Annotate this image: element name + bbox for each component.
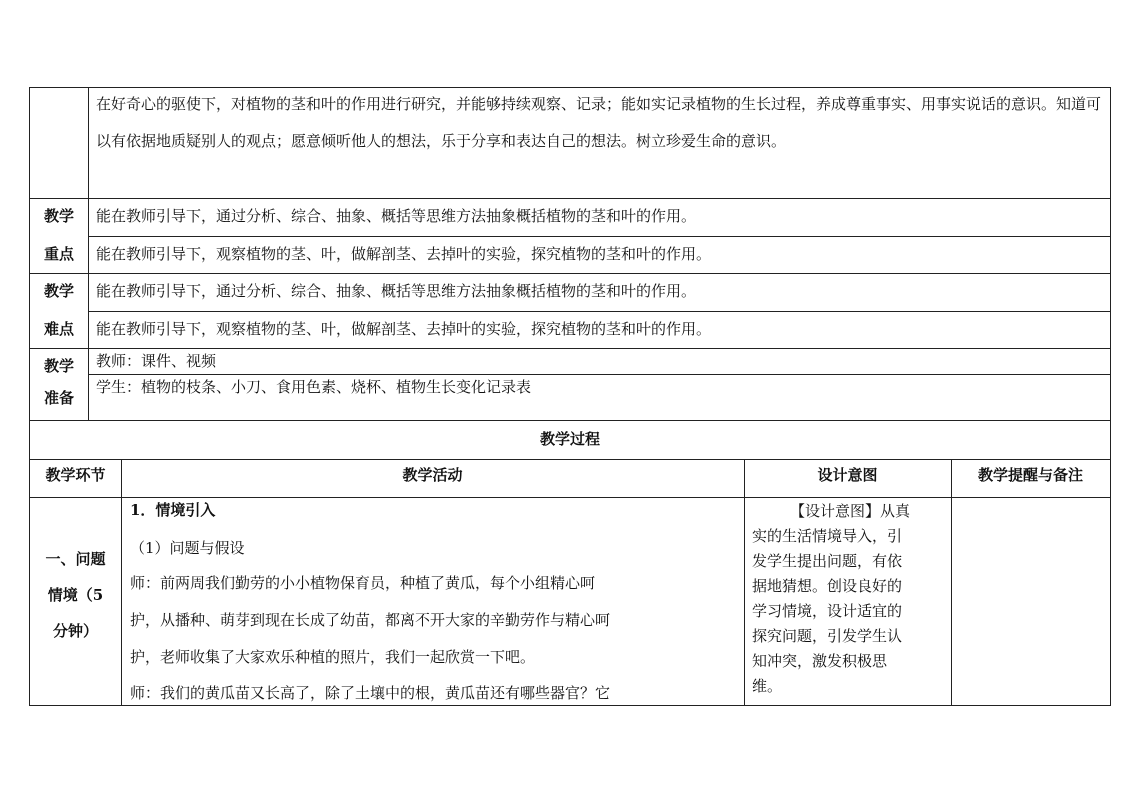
header-notes: 教学提醒与备注 xyxy=(977,466,1083,484)
activity-line: 师：前两周我们勤劳的小小植物保育员，种植了黄瓜，每个小组精心呵 xyxy=(130,574,596,592)
activity-line: 护，从播种、萌芽到现在长成了幼苗，都离不开大家的辛勤劳作与精心呵 xyxy=(130,611,611,629)
activity-line: 师：我们的黄瓜苗又长高了，除了土壤中的根，黄瓜苗还有哪些器官？它 xyxy=(130,684,611,702)
divider xyxy=(951,459,952,705)
header-intent: 设计意图 xyxy=(817,466,878,484)
activity-line: （1）问题与假设 xyxy=(130,539,245,557)
divider xyxy=(88,88,89,420)
process-table xyxy=(29,421,1111,706)
key-points-label-1: 教学 xyxy=(43,207,74,225)
stage-1-line-3: 分钟） xyxy=(52,622,98,640)
intent-line: 学习情境，设计适宜的 xyxy=(752,602,903,620)
difficulty-2: 能在教师引导下，观察植物的茎、叶，做解剖茎、去掉叶的实验，探究植物的茎和叶的作用。 xyxy=(96,320,712,338)
intent-line: 发学生提出问题，有依 xyxy=(752,552,903,570)
header-activity: 教学活动 xyxy=(402,466,463,484)
key-point-1: 能在教师引导下，通过分析、综合、抽象、概括等思维方法抽象概括植物的茎和叶的作用。 xyxy=(96,207,697,225)
intent-line: 知冲突，激发积极思 xyxy=(752,652,888,670)
activity-line: 1．情境引入 xyxy=(130,501,216,519)
intent-line: 【设计意图】从真 xyxy=(790,502,911,520)
difficulty-1: 能在教师引导下，通过分析、综合、抽象、概括等思维方法抽象概括植物的茎和叶的作用。 xyxy=(96,282,697,300)
stage-1-line-1: 一、问题 xyxy=(45,550,106,568)
objectives-text: 在好奇心的驱使下，对植物的茎和叶的作用进行研究，并能够持续观察、记录；能如实记录植物的生长过程，养成尊重事实、用事实说话的意识。知道可以有依据地质疑别人的观点；愿意倾听他人的想法，乐于分享和表达自己的想法。树立珍爱生命的意识。 xyxy=(96,95,1102,150)
preparation-teacher: 教师：课件、视频 xyxy=(96,352,217,370)
stage-1-line-2: 情境（5 xyxy=(47,586,104,604)
activity-line: 护，老师收集了大家欢乐种植的照片，我们一起欣赏一下吧。 xyxy=(130,648,536,666)
preparation-label-2: 准备 xyxy=(43,389,74,407)
preparation-label-1: 教学 xyxy=(43,357,74,375)
intent-line: 据地猜想。创设良好的 xyxy=(752,577,903,595)
intent-line: 维。 xyxy=(752,677,783,695)
divider xyxy=(121,459,122,705)
intent-line: 实的生活情境导入，引 xyxy=(752,527,903,545)
intent-line: 探究问题，引发学生认 xyxy=(752,627,903,645)
key-points-label-2: 重点 xyxy=(43,245,74,263)
info-table xyxy=(29,87,1111,421)
preparation-student: 学生：植物的枝条、小刀、食用色素、烧杯、植物生长变化记录表 xyxy=(96,378,532,396)
difficulties-label-2: 难点 xyxy=(43,320,74,338)
process-title: 教学过程 xyxy=(539,430,600,448)
header-stage: 教学环节 xyxy=(45,466,106,484)
difficulties-label-1: 教学 xyxy=(43,282,74,300)
divider xyxy=(744,459,745,705)
key-point-2: 能在教师引导下，观察植物的茎、叶，做解剖茎、去掉叶的实验，探究植物的茎和叶的作用。 xyxy=(96,245,712,263)
